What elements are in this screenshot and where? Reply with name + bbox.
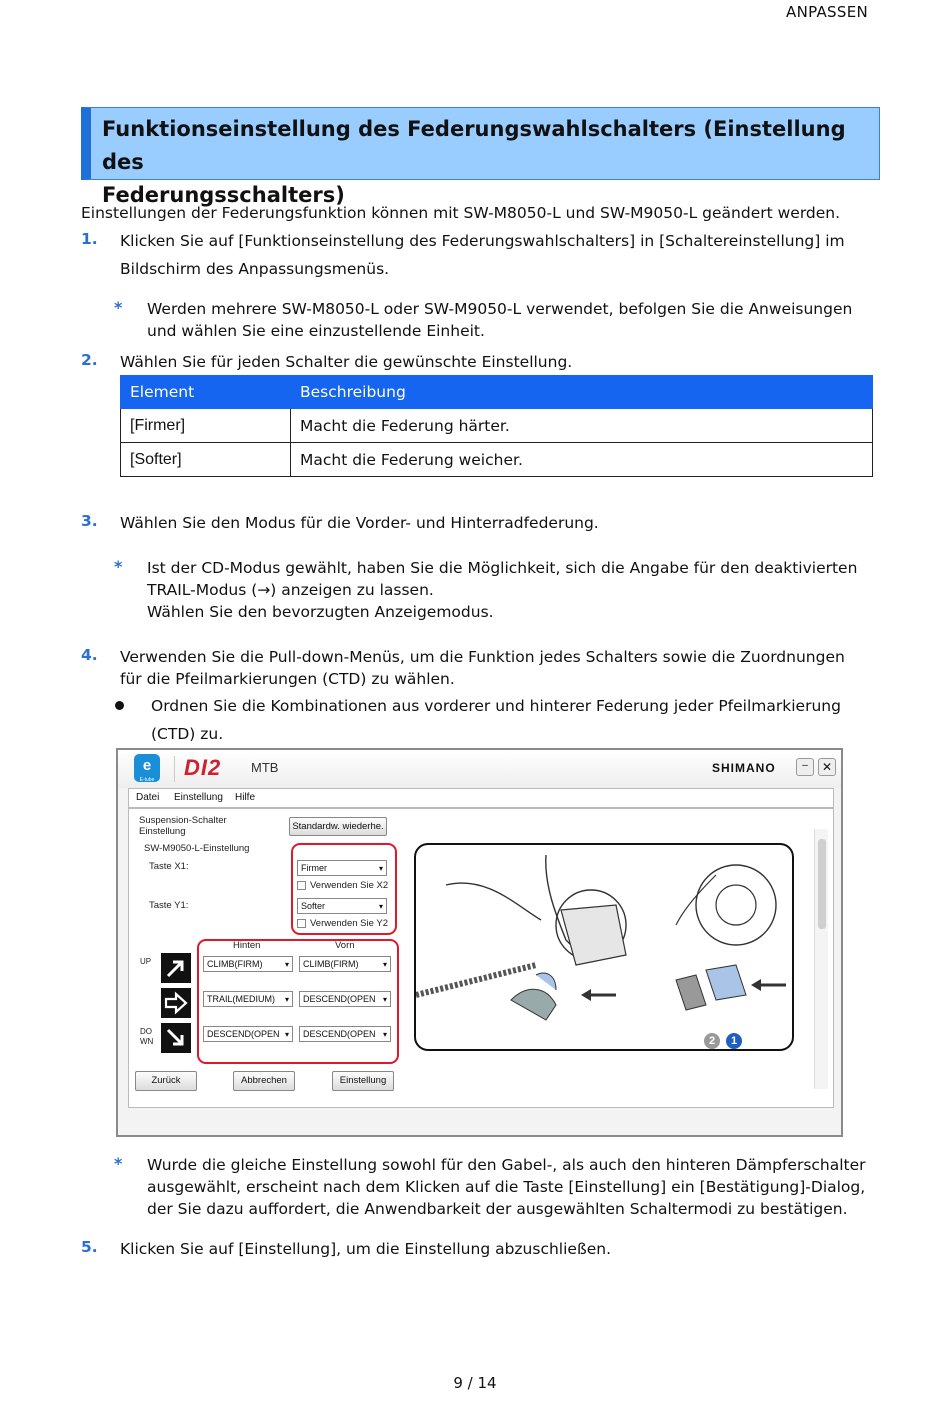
trail-rear-value: TRAIL(MEDIUM) xyxy=(207,994,275,1004)
trail-front-value: DESCEND(OPEN xyxy=(303,994,376,1004)
climb-front-value: CLIMB(FIRM) xyxy=(303,959,359,969)
callout-2: 2 xyxy=(704,1033,720,1049)
app-screenshot xyxy=(116,748,843,1137)
step-number-3: 3. xyxy=(81,512,98,530)
apply-button[interactable]: Einstellung xyxy=(332,1071,394,1091)
menu-bar xyxy=(128,788,834,808)
climb-arrow-icon xyxy=(161,953,191,983)
table-header-description: Beschreibung xyxy=(291,376,873,409)
step-2-text: Wählen Sie für jeden Schalter die gewünschte Einstellung. xyxy=(120,353,573,371)
note-1-line-1: Werden mehrere SW-M8050-L oder SW-M9050-L verwendet, befolgen Sie die Anweisungen xyxy=(147,300,853,318)
table-header-element: Element xyxy=(121,376,291,409)
switch-illustration xyxy=(414,843,794,1051)
shimano-logo: SHIMANO xyxy=(712,761,776,775)
down-label-1: DO xyxy=(140,1027,152,1036)
note-3-line-1: Ist der CD-Modus gewählt, haben Sie die Möglichkeit, sich die Angabe für den deaktivierten xyxy=(147,559,858,577)
step-3-text: Wählen Sie den Modus für die Vorder- und Hinterradfederung. xyxy=(120,514,599,532)
table-row xyxy=(121,409,873,443)
callout-1: 1 xyxy=(726,1033,742,1049)
note-star-1: * xyxy=(114,298,123,317)
step-number-2: 2. xyxy=(81,351,98,369)
menu-item-settings[interactable]: Einstellung xyxy=(174,792,223,803)
intro-text: Einstellungen der Federungsfunktion können mit SW-M8050-L und SW-M9050-L geändert werden. xyxy=(81,204,841,222)
up-label: UP xyxy=(140,957,152,966)
section-label-1: Suspension-Schalter xyxy=(139,815,227,826)
table-header-row xyxy=(121,376,873,409)
climb-rear-value: CLIMB(FIRM) xyxy=(207,959,263,969)
app-title-bar xyxy=(118,750,841,788)
function-table xyxy=(120,375,873,477)
note-5-line-3: der Sie dazu auffordert, die Anwendbarkeit der ausgewählten Schaltermodi zu bestätigen. xyxy=(147,1200,848,1218)
x1-label: Taste X1: xyxy=(149,861,189,872)
down-label-2: WN xyxy=(140,1037,154,1046)
note-star-5: * xyxy=(114,1154,123,1173)
step-1-line-1: Klicken Sie auf [Funktionseinstellung des Federungswahlschalters] in [Schaltereinstellung] im xyxy=(120,232,845,250)
trail-arrow-icon xyxy=(161,988,191,1018)
col-front-label: Vorn xyxy=(335,940,355,951)
title-divider xyxy=(174,756,175,782)
note-5-line-2: ausgewählt, erscheint nach dem Klicken auf die Taste [Einstellung] ein [Bestätigung]-Dialog, xyxy=(147,1178,866,1196)
table-cell-description: Macht die Federung weicher. xyxy=(291,443,873,477)
descend-rear-value: DESCEND(OPEN xyxy=(207,1029,280,1039)
x1-select-value: Firmer xyxy=(301,863,327,873)
col-rear-label: Hinten xyxy=(233,940,261,951)
descend-front-value: DESCEND(OPEN xyxy=(303,1029,376,1039)
section-title xyxy=(81,107,880,207)
minimize-icon[interactable]: ‒ xyxy=(796,758,814,776)
restore-defaults-button[interactable]: Standardw. wiederhe. xyxy=(289,817,387,836)
cancel-button[interactable]: Abbrechen xyxy=(233,1071,295,1091)
table-cell-element: [Firmer] xyxy=(121,409,291,443)
note-3-line-2: TRAIL-Modus (→) anzeigen zu lassen. xyxy=(147,581,434,599)
di2-logo: DI2 xyxy=(184,755,222,780)
page-number: 9 / 14 xyxy=(453,1374,497,1392)
step-number-1: 1. xyxy=(81,230,98,248)
table-cell-description: Macht die Federung härter. xyxy=(291,409,873,443)
step-number-4: 4. xyxy=(81,646,98,664)
bullet-dot xyxy=(115,701,124,710)
title-line-2: Federungsschalters) xyxy=(102,183,345,207)
table-row xyxy=(121,443,873,477)
etube-logo-icon: e xyxy=(134,754,160,782)
note-1-line-2: und wählen Sie eine einzustellende Einheit. xyxy=(147,322,485,340)
highlight-switch-settings xyxy=(291,843,397,935)
etube-logo-text: E-tube xyxy=(139,777,155,783)
title-line-1: Funktionseinstellung des Federungswahlschalters (Einstellung des xyxy=(102,117,846,174)
y1-select-value: Softer xyxy=(301,901,326,911)
descend-arrow-icon xyxy=(161,1023,191,1053)
table-cell-element: [Softer] xyxy=(121,443,291,477)
section-header: ANPASSEN xyxy=(786,3,868,21)
step-number-5: 5. xyxy=(81,1238,98,1256)
note-star-3: * xyxy=(114,557,123,576)
highlight-ctd-settings xyxy=(197,939,399,1064)
step-4-line-2: für die Pfeilmarkierungen (CTD) zu wählen. xyxy=(120,670,455,688)
menu-item-file[interactable]: Datei xyxy=(136,792,160,803)
menu-item-help[interactable]: Hilfe xyxy=(235,792,256,803)
product-label: MTB xyxy=(251,760,279,775)
close-icon[interactable]: ✕ xyxy=(818,758,836,776)
scrollbar[interactable] xyxy=(814,829,828,1089)
bullet-line-1: Ordnen Sie die Kombinationen aus vorderer und hinterer Federung jeder Pfeilmarkierung xyxy=(151,697,841,715)
back-button[interactable]: Zurück xyxy=(135,1071,197,1091)
group-label: SW-M9050-L-Einstellung xyxy=(144,843,250,854)
y1-label: Taste Y1: xyxy=(149,900,189,911)
y2-check-label: Verwenden Sie Y2 xyxy=(310,918,388,929)
x2-check-label: Verwenden Sie X2 xyxy=(310,880,389,891)
shifter-illustration-icon xyxy=(416,845,792,1049)
note-3-line-3: Wählen Sie den bevorzugten Anzeigemodus. xyxy=(147,603,494,621)
step-4-line-1: Verwenden Sie die Pull-down-Menüs, um die Funktion jedes Schalters sowie die Zuordnungen xyxy=(120,648,845,666)
note-5-line-1: Wurde die gleiche Einstellung sowohl für den Gabel-, als auch den hinteren Dämpferschalter xyxy=(147,1156,866,1174)
scrollbar-thumb[interactable] xyxy=(818,839,826,929)
step-1-line-2: Bildschirm des Anpassungsmenüs. xyxy=(120,260,390,278)
section-label-2: Einstellung xyxy=(139,826,186,837)
bullet-line-2: (CTD) zu. xyxy=(151,725,224,743)
step-5-text: Klicken Sie auf [Einstellung], um die Einstellung abzuschließen. xyxy=(120,1240,611,1258)
